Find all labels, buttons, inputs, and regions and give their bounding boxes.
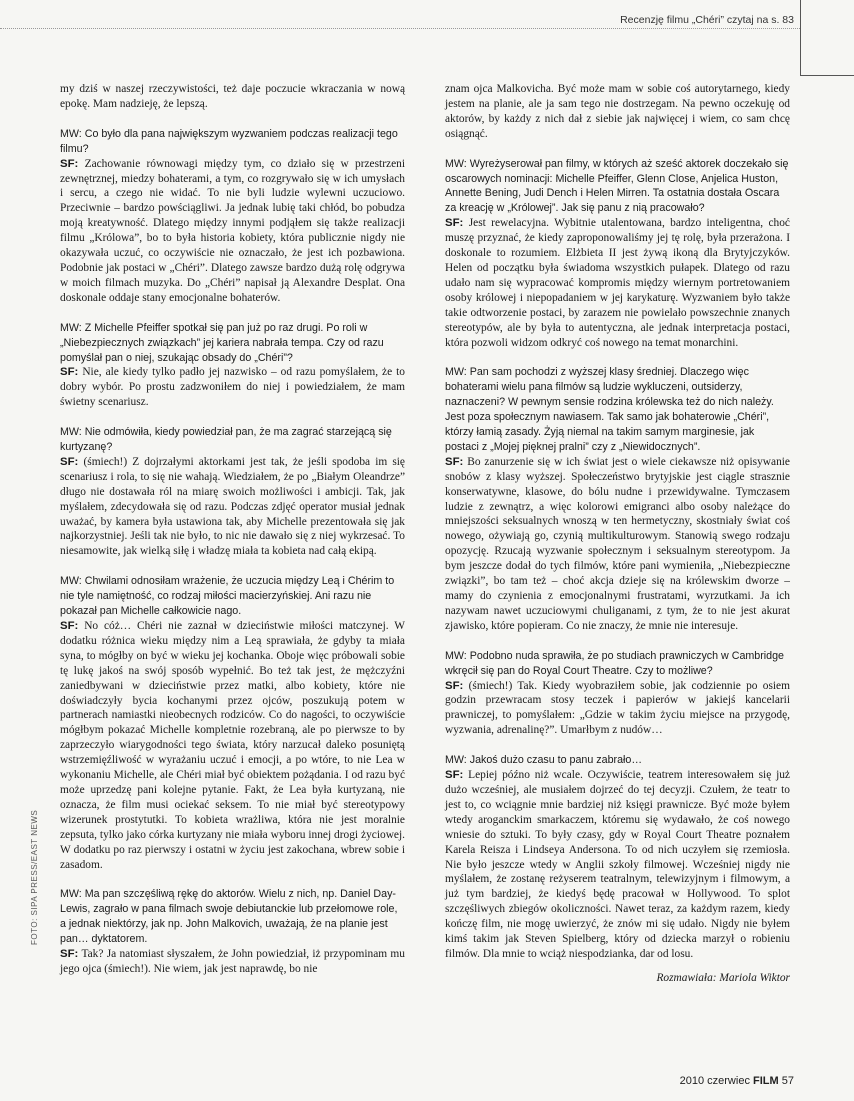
answer: Jest rewelacyjna. Wybitnie utalentowana, bardzo inteligentna, choć muszę przyznać, że kiedy zaproponowaliśmy jej tę rolę, była przerażona. I doskonale to rozumiem. Elżbieta II jest żywą ikoną dla Brytyjczyków. Helen od początku była świadoma wszystkich pułapek. Dlatego od razu udało nam się wypracować kompromis między wiernym portretowaniem osoby królowej i niepopadaniem w jej karykaturę. Wyzwaniem było także takie odtworzenie postaci, by zarazem nie powielało powszechnie znanych stereotypów, ale by była to autentyczna, ale jednak interpretacja postaci, która pozwoli widzom odkryć coś nowego na temat monarchini. bbox=[445, 217, 790, 349]
paragraph: znam ojca Malkovicha. Być może mam w sobie coś autorytarnego, kiedy jestem na planie, ale ja sam tego nie dostrzegam. Na pewno oczekuję od aktorów, by każdy z nich dał z siebie jak najwięcej i wiem, co sam chcę osiągnąć. bbox=[445, 83, 790, 140]
question: MW: Jakoś dużo czasu to panu zabrało… bbox=[445, 754, 643, 767]
photo-credit: FOTO: SIPA PRESS/EAST NEWS bbox=[30, 809, 39, 945]
answer: No cóż… Chéri nie zaznał w dzieciństwie miłości matczynej. W dodatku różnica wieku między nim a Leą sprawiała, że gdyby ta miała syna, to mógłby on być w wieku jej kochanka. Oboje więc próbowali sobie tę lukę jakoś na swój sposób wypełnić. Bo też tak jest, że mężczyźni zaniedbywani w dzieciństwie przez matki, albo kobiety, które nie doświadczyły bycia kochanymi przez ojców, poszukują potem w partnerach namiastki nieobecnych rodziców. Co do nagości, to oczywiście mógłbym pokazać Michelle kompletnie rozebraną, ale po pierwsze to by zaprzeczyło wiarygodności tego świata, który narzucał daleko posuniętą wstrzemięźliwość w wyrażaniu uczuć i emocji, a po wtóre, to nie Lea w wykonaniu Michelle, ale Chéri miał być obiektem pożądania. I od razu być może uprzedzę pani kolejne pytanie. Fakt, że Lea była kurtyzaną, nie oznacza, że film musi ociekać seksem. To nie miał być stereotypowy wizerunek prostytutki. To kobieta wrażliwa, która nie jest moralnie zepsuta, tylko jako córka kurtyzany nie miała wyboru innej drogi życiowej. W dodatku po raz pierwszy i ostatni w życiu jest zakochana, wbrew sobie i zasadom. bbox=[60, 620, 405, 871]
answer-speaker: SF: bbox=[60, 948, 79, 961]
header-dotted-rule bbox=[0, 28, 800, 29]
answer-speaker: SF: bbox=[445, 769, 464, 782]
answer-speaker: SF: bbox=[60, 157, 79, 170]
qa-block bbox=[445, 649, 790, 738]
left-column bbox=[60, 82, 405, 992]
page-number: 57 bbox=[781, 1075, 794, 1087]
corner-vertical-rule bbox=[800, 0, 801, 75]
interviewer-signature: Rozmawiała: Mariola Wiktor bbox=[656, 971, 790, 984]
right-column bbox=[445, 82, 790, 1001]
question: MW: Podobno nuda sprawiła, że po studiach prawniczych w Cambridge wkręcił się pan do Royal Court Theatre. Czy to możliwe? bbox=[445, 649, 785, 677]
answer: Tak? Ja natomiast słyszałem, że John powiedział, iż przypominam mu jego ojca (śmiech!). Nie wiem, jak jest naprawdę, bo nie bbox=[60, 948, 405, 975]
answer: (śmiech!) Z dojrzałymi aktorkami jest tak, że jeśli spodoba im się scenariusz i rola, to się nie wahają. Wiedziałem, że po „Białym Oleandrze” długo nie dostawała ról na miarę swoich możliwości i ambicji. Tak, jak myślałem, zdecydowała się od razu. Podczas zdjęć operator musiał jednak uważać, by kamera była ustawiona tak, aby Michelle prezentowała się jak najkorzystniej. Jeśli tak nie było, to nic nie dawało się z niej wykrzesać. To niesamowite, jak wielką siłę i władzę miała ta kobieta nad całą ekipą. bbox=[60, 455, 405, 558]
qa-block bbox=[445, 157, 790, 351]
answer: Lepiej późno niż wcale. Oczywiście, teatrem interesowałem się już dużo wcześniej, ale musiałem dojrzeć do tej decyzji. Czułem, że teatr to jest to, co wciągnie mnie bardziej niż księgi prawnicze. Być może byłem wtedy aroganckim smarkaczem, któremu się wydawało, że coś nowego wniesie do sztuki. To były czasy, gdy w Royal Court Theatre poznałem Karela Reisza i Lindseya Andersona. To od nich uczyłem się rzemiosła. Nie było jeszcze wtedy w Anglii szkoły filmowej. Wcześniej nigdy nie myślałem, że zostanę reżyserem teatralnym, telewizyjnym i filmowym, a już tym bardziej, że kiedyś będę pracował w Hollywood. To splot szczęśliwych zbiegów okoliczności. Nawet teraz, za każdym razem, kiedy kończę film, nie mogę uwierzyć, że znów mi się udało. Nigdy nie byłem kimś takim jak Steven Spielberg, który od dziecka marzył o robieniu filmów. Dla mnie to wciąż niespodzianka, dar od losu. bbox=[445, 769, 790, 960]
paragraph: my dziś w naszej rzeczywistości, też daje poczucie wkraczania w nową epokę. Mam nadzieję, że lepszą. bbox=[60, 83, 405, 110]
question: MW: Z Michelle Pfeiffer spotkał się pan już po raz drugi. Po roli w „Niebezpiecznych związkach” jej kariera nabrała tempa. Czy od razu pomyślał pan o niej, szukając obsady do „Chéri”? bbox=[60, 321, 384, 364]
magazine-brand: FILM bbox=[753, 1075, 779, 1087]
answer: Zachowanie równowagi między tym, co działo się w przestrzeni zewnętrznej, miedzy bohaterami, a tym, co rozgrywało się w ich umysłach i sercu, a czego nie widać. To nie byli ludzie wylewni uczuciowo. Przeciwnie – bardzo powściągliwi. Ja jednak lubię taki chłód, bo pobudza moją kreatywność. Dlatego między innymi podjąłem się także realizacji filmu „Królowa”, bo to była historia kobiety, która publicznie nigdy nie okazywała uczuć, co oczywiście nie oznaczało, że jest ich pozbawiona. Podobnie jak postaci w „Chéri”. Dlatego zawsze bardzo dużą rolę odgrywa w moich filmach muzyka. Do „Chéri” napisał ją Alexandre Desplat. Ona doskonale oddaje stany emocjonalne bohaterów. bbox=[60, 157, 405, 304]
question: MW: Ma pan szczęśliwą rękę do aktorów. Wielu z nich, np. Daniel Day-Lewis, zagrało w pana filmach swoje debiutanckie lub przełomowe role, a jednak niektórzy, jak np. John Malkovich, uważają, że na planie jest pan… dyktatorem. bbox=[60, 888, 398, 946]
answer: (śmiech!) Tak. Kiedy wyobraziłem sobie, jak codziennie po osiem godzin przewracam stosy teczek i papierów w jakiejś kancelarii prawniczej, to pomyślałem: „Gdzie w takim życiu miejsce na przygodę, wyzwania, adrenalinę?”. Umarłbym z nudów… bbox=[445, 679, 790, 737]
review-reference: Recenzję filmu „Chéri” czytaj na s. 83 bbox=[620, 14, 794, 26]
answer: Bo zanurzenie się w ich świat jest o wiele ciekawsze niż opisywanie snobów z klasy wyższej. Społeczeństwo brytyjskie jest ciągle strasznie konserwatywne, klasowe, do bólu nudne i przewidywalne. Tymczasem ludzie z zewnątrz, a więc kolorowi emigranci albo osoby należące do mniejszości seksualnych wnoszą w ten hermetyczny, skostniały świat coś nowego, ożywiają go, czynią multikulturowym. Stanowią swego rodzaju opozycję. Rzucają wyzwanie społecznym i seksualnym stereotypom. Ja bym jeszcze dodał do tych filmów, które pani wymieniła, „Niebezpieczne związki”, bo tam też – choć akcja dzieje się na królewskim dworze – mamy do czynienia z emocjonalnymi frustratami, wyrzutkami. Ja ich nazywam nawet uczuciowymi chuliganami, z tym, że to nie jest akurat zjawisko, które popieram. Co nie znaczy, że mnie nie interesuje. bbox=[445, 455, 790, 632]
question: MW: Nie odmówiła, kiedy powiedział pan, że ma zagrać starzejącą się kurtyzanę? bbox=[60, 426, 392, 454]
answer-speaker: SF: bbox=[445, 455, 464, 468]
qa-block bbox=[445, 753, 790, 962]
answer-speaker: SF: bbox=[60, 366, 79, 379]
question: MW: Co było dla pana największym wyzwaniem podczas realizacji tego filmu? bbox=[60, 127, 398, 155]
qa-block bbox=[445, 365, 790, 633]
issue-date: 2010 czerwiec bbox=[679, 1075, 750, 1087]
qa-block bbox=[60, 574, 405, 872]
page-footer bbox=[680, 1075, 794, 1087]
answer-speaker: SF: bbox=[60, 455, 79, 468]
qa-block bbox=[60, 321, 405, 410]
answer: Nie, ale kiedy tylko padło jej nazwisko – od razu pomyślałem, że to dobry wybór. Po prostu zadzwoniłem do niej i powiedziałem, że mam świetny scenariusz. bbox=[60, 366, 405, 409]
corner-horizontal-rule bbox=[800, 75, 854, 76]
qa-block bbox=[60, 127, 405, 306]
question: MW: Wyreżyserował pan filmy, w których aż sześć aktorek doczekało się oscarowych nominacji: Michelle Pfeiffer, Glenn Close, Anjelica Huston, Annette Bening, Judi Dench i Helen Mirren. Ta ostatnia dostała Oscara za kreację w „Królowej”. Jak się panu z nią pracowało? bbox=[445, 157, 789, 215]
qa-block bbox=[60, 887, 405, 976]
answer-speaker: SF: bbox=[60, 620, 79, 632]
qa-block bbox=[60, 425, 405, 559]
question: MW: Pan sam pochodzi z wyższej klasy średniej. Dlaczego więc bohaterami wielu pana filmów są ludzie wykluczeni, outsiderzy, naznaczeni? W pewnym sensie rodzina królewska też do nich należy. Jest poza społecznym nawiasem. Tak samo jak bohaterowie „Chéri”, którzy łamią zasady. Żyją niemal na takim samym marginesie, jak postaci z „Mojej pięknej pralni” czy z „Niewidocznych”. bbox=[445, 366, 774, 453]
question: MW: Chwilami odnosiłam wrażenie, że uczucia między Leą i Chérim to nie tyle namiętność, co rodzaj miłości macierzyńskiej. Ani razu nie pokazał pan Michelle całkowicie nago. bbox=[60, 575, 395, 618]
answer-speaker: SF: bbox=[445, 679, 464, 692]
answer-speaker: SF: bbox=[445, 217, 464, 230]
